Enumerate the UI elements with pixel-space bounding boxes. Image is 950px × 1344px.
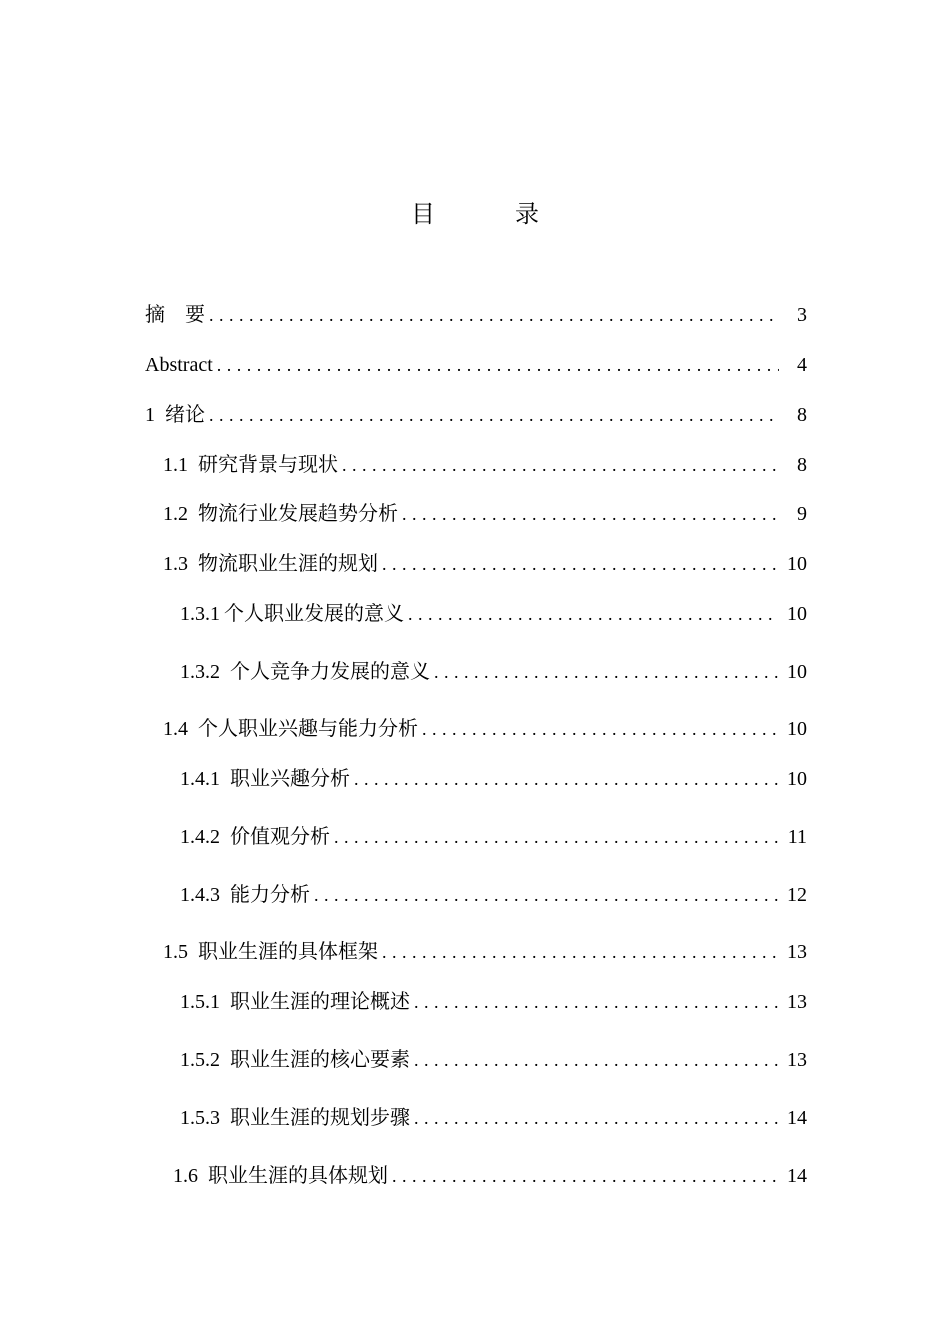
toc-entry-label: 职业生涯的具体框架: [198, 941, 378, 963]
toc-entry-number: 1.5: [163, 941, 188, 963]
toc-entry-page: 3: [797, 304, 807, 326]
toc-entry-label: 个人职业发展的意义: [224, 603, 404, 625]
toc-entry-1-4-3[interactable]: [180, 880, 807, 910]
toc-leader-dots: [414, 1103, 779, 1133]
toc-leader-dots: [382, 937, 779, 967]
toc-entry-page: 13: [787, 1049, 807, 1071]
toc-entry-number: 1.5.2: [180, 1049, 220, 1071]
toc-entry-1-3[interactable]: [163, 549, 807, 579]
toc-entry-page: 8: [797, 454, 807, 476]
toc-leader-dots: [422, 714, 779, 744]
toc-leader-dots: [334, 822, 779, 852]
toc-entry-1-5-3[interactable]: [180, 1103, 807, 1133]
toc-entry-page: 10: [787, 553, 807, 575]
toc-entry-label: 职业生涯的具体规划: [208, 1165, 388, 1187]
toc-entry-number: 1.4.3: [180, 884, 220, 906]
toc-entry-number: 1.5.1: [180, 991, 220, 1013]
toc-entry-label: 能力分析: [230, 884, 310, 906]
toc-entry-1-5-1[interactable]: [180, 987, 807, 1017]
toc-entry-number: 1.5.3: [180, 1107, 220, 1129]
toc-entry-number: 1.3.1: [180, 603, 220, 625]
toc-entry-1-5[interactable]: [163, 937, 807, 967]
toc-leader-dots: [217, 350, 779, 380]
toc-entry-label: 职业生涯的核心要素: [230, 1049, 410, 1071]
toc-entry-number: 1.1: [163, 454, 188, 476]
toc-leader-dots: [209, 300, 779, 330]
toc-entry-page: 11: [787, 826, 807, 848]
toc-entry-abstract-cn[interactable]: [145, 300, 807, 330]
toc-leader-dots: [354, 764, 779, 794]
toc-entry-number: 1.4.2: [180, 826, 220, 848]
toc-entry-label: 职业生涯的规划步骤: [230, 1107, 410, 1129]
toc-entry-page: 12: [787, 884, 807, 906]
toc-entry-1[interactable]: [145, 400, 807, 430]
toc-leader-dots: [382, 549, 779, 579]
toc-entry-label: 物流职业生涯的规划: [198, 553, 378, 575]
toc-entry-label: Abstract: [145, 354, 213, 376]
toc-entry-label: 绪论: [165, 404, 205, 426]
toc-title: 目 录: [411, 202, 567, 228]
toc-entry-number: 1.4.1: [180, 768, 220, 790]
toc-entry-page: 9: [797, 503, 807, 525]
toc-entry-page: 14: [787, 1107, 807, 1129]
toc-entry-page: 4: [797, 354, 807, 376]
toc-leader-dots: [392, 1161, 779, 1191]
toc-leader-dots: [209, 400, 779, 430]
toc-entry-1-1[interactable]: [163, 450, 807, 480]
toc-leader-dots: [414, 987, 779, 1017]
toc-leader-dots: [402, 499, 779, 529]
toc-entry-number: 1: [145, 404, 155, 426]
toc-entry-1-2[interactable]: [163, 499, 807, 529]
toc-leader-dots: [314, 880, 779, 910]
toc-entry-label: 物流行业发展趋势分析: [198, 503, 398, 525]
toc-entry-label: 职业生涯的理论概述: [230, 991, 410, 1013]
toc-entry-page: 14: [787, 1165, 807, 1187]
toc-entry-label: 价值观分析: [230, 826, 330, 848]
toc-entry-page: 10: [787, 661, 807, 683]
toc-entry-1-4-1[interactable]: [180, 764, 807, 794]
toc-leader-dots: [414, 1045, 779, 1075]
toc-entry-number: 1.3: [163, 553, 188, 575]
toc-entry-1-4-2[interactable]: [180, 822, 807, 852]
toc-entry-1-4[interactable]: [163, 714, 807, 744]
toc-entry-abstract-en[interactable]: [145, 350, 807, 380]
toc-entry-page: 13: [787, 991, 807, 1013]
toc-entry-number: 1.2: [163, 503, 188, 525]
toc-entry-number: 1.6: [173, 1165, 198, 1187]
toc-entry-label: 个人竞争力发展的意义: [230, 661, 430, 683]
toc-leader-dots: [434, 657, 779, 687]
toc-entry-1-6[interactable]: [173, 1161, 807, 1191]
toc-entry-number: 1.4: [163, 718, 188, 740]
toc-entry-label: 研究背景与现状: [198, 454, 338, 476]
toc-entry-page: 10: [787, 768, 807, 790]
toc-entry-1-3-2[interactable]: [180, 657, 807, 687]
toc-entry-page: 10: [787, 603, 807, 625]
toc-entry-number: 1.3.2: [180, 661, 220, 683]
toc-entry-page: 10: [787, 718, 807, 740]
toc-entry-page: 8: [797, 404, 807, 426]
toc-leader-dots: [408, 599, 779, 629]
toc-entry-label: 摘 要: [145, 304, 205, 326]
toc-entry-1-3-1[interactable]: [180, 599, 807, 629]
toc-leader-dots: [342, 450, 779, 480]
toc-entry-label: 职业兴趣分析: [230, 768, 350, 790]
toc-entry-label: 个人职业兴趣与能力分析: [198, 718, 418, 740]
toc-entry-page: 13: [787, 941, 807, 963]
toc-entry-1-5-2[interactable]: [180, 1045, 807, 1075]
